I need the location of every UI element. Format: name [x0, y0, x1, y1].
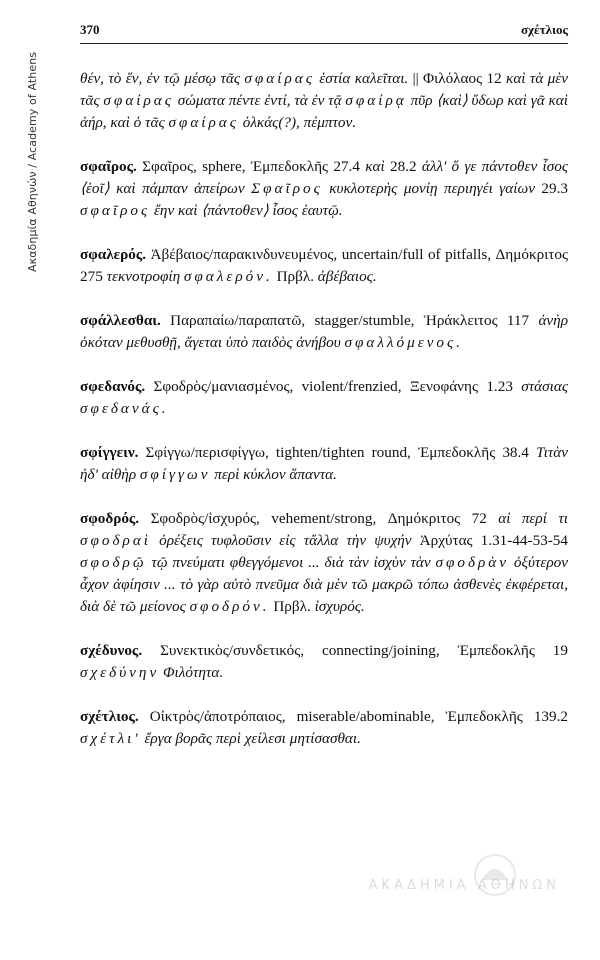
greek-citation-text: στάσιας — [521, 378, 568, 395]
greek-citation-text: ἔργα βορᾶς περὶ χείλεσι μητίσασθαι. — [140, 730, 361, 747]
greek-citation-text: Τιτὰν ἠδ' αἰθὴρ — [80, 444, 568, 483]
entry-sphedanos — [80, 376, 568, 420]
entry-text: Οἰκτρὸς/ἀποτρόπαιος, miserable/abominable, Ἐμπεδοκλῆς 139.2 — [138, 708, 568, 725]
spaced-quote-word: σχεδύνην — [80, 664, 160, 681]
side-watermark: Ακαδημία Αθηνών / Academy of Athens — [26, 51, 39, 272]
entry-headword: σφίγγειν. — [80, 444, 139, 461]
entry-sphodros — [80, 508, 568, 618]
greek-citation-text: τεκνοτροφίη — [106, 268, 184, 285]
entry-sphaleros — [80, 244, 568, 288]
spaced-quote-word: σφοδρῷ — [80, 554, 147, 571]
entry-headword: σφεδανός. — [80, 378, 146, 395]
greek-citation-text: σώματα πέντε ἐντί, τὰ ἐν τᾷ — [173, 92, 346, 109]
greek-citation-text: ὁλκάς(?), πέμπτον. — [238, 114, 357, 131]
spaced-quote-word: σφαλερόν. — [183, 268, 273, 285]
entry-text: Ἀρχύτας 1.31-44-53-54 — [411, 532, 568, 549]
greek-citation-text: περὶ κύκλον ἅπαντα. — [210, 466, 337, 483]
page-body — [80, 68, 568, 750]
greek-citation-text: Φιλότητα. — [159, 664, 224, 681]
greek-citation-text: αἱ περί τι — [498, 510, 569, 527]
greek-citation-text: ὀξύτερον ἆχον ἀφίησιν ... τὸ γὰρ αὐτὸ πνεῦμα διὰ μὲν τῶ μακρῶ τόπω ἀσθενὲς ἐκφέρεται, διὰ δὲ τῶ μείονος — [80, 554, 568, 615]
spaced-quote-word: σφεδανάς. — [80, 400, 169, 417]
spaced-quote-word: Σφαῖρος — [251, 180, 323, 197]
spaced-quote-word: σφαίρᾳ — [345, 92, 407, 109]
page-header — [80, 22, 568, 44]
greek-citation-text: ἀλλ' ὅ γε πάντοθεν ἶσος ⟨ἑοῖ⟩ καὶ πάμπαν ἀπείρων — [80, 158, 568, 197]
entry-text: 29.3 — [534, 180, 569, 197]
entry-text: Σφαῖρος, sphere, Ἐμπεδοκλῆς 27.4 — [136, 158, 366, 175]
header-rule — [80, 43, 568, 44]
greek-citation-text: ὀρέξεις τυφλοῦσιν εἰς τἄλλα τὴν ψυχήν — [151, 532, 412, 549]
entry-schetlios — [80, 706, 568, 750]
greek-citation-text: ἔην καὶ ⟨πάντοθεν⟩ ἶσος ἑαυτῷ. — [150, 202, 343, 219]
greek-citation-text: ἑστία καλεῖται. — [314, 70, 409, 87]
spaced-quote-word: σφαῖρος — [80, 202, 151, 219]
greek-citation-text: κυκλοτερὴς μονίῃ περιηγέι γαίων — [322, 180, 535, 197]
page-number: 370 — [80, 22, 100, 37]
entry-headword: σφάλλεσθαι. — [80, 312, 161, 329]
greek-citation-text: πῦρ ⟨καὶ⟩ ὕδωρ καὶ γᾶ καὶ ἀήρ, καὶ ὁ τᾶς — [80, 92, 568, 131]
entry-text: || Φιλόλαος 12 — [408, 70, 507, 87]
entry-text: 28.2 — [384, 158, 422, 175]
entry-continuation — [80, 68, 568, 134]
entry-headword: σφοδρός. — [80, 510, 140, 527]
entry-sphairos — [80, 156, 568, 222]
spaced-quote-word: σχέτλι' — [80, 730, 141, 747]
running-head: σχέτλιος — [520, 22, 568, 37]
spaced-quote-word: σφοδραὶ — [80, 532, 152, 549]
entry-sphallesthai — [80, 310, 568, 354]
spaced-quote-word: σφαίρας — [244, 70, 315, 87]
entry-schedynos — [80, 640, 568, 684]
entry-text: Σφίγγω/περισφίγγω, tighten/tighten round, Ἐμπεδοκλῆς 38.4 — [138, 444, 537, 461]
greek-citation-text: θέν, τὸ ἕν, ἐν τῷ μέσῳ τᾶς — [80, 70, 245, 87]
entry-text: Σφοδρὸς/μανιασμένος, violent/frenzied, Ξενοφάνης 1.23 — [145, 378, 522, 395]
greek-citation-text: καὶ τὰ μὲν τᾶς — [80, 70, 569, 109]
spaced-quote-word: σφαίρας — [168, 114, 239, 131]
greek-citation-text: ἰσχυρός. — [314, 598, 365, 615]
entry-text: Παραπαίω/παραπατῶ, stagger/stumble, Ἡράκλειτος 117 — [160, 312, 539, 329]
entry-text: Πρβλ. — [269, 598, 315, 615]
entry-headword: σφαῖρος. — [80, 158, 137, 175]
entry-text: Ἀβέβαιος/παρακινδυνευμένος, uncertain/full of pitfalls, Δημόκριτος 275 — [80, 246, 568, 285]
entry-sphingein — [80, 442, 568, 486]
entry-headword: σχέτλιος. — [80, 708, 139, 725]
entry-headword: σχέδυνος. — [80, 642, 143, 659]
entry-text: Συνεκτικὸς/συνδετικός, connecting/joining, Ἐμπεδοκλῆς 19 — [142, 642, 568, 659]
greek-citation-text: ἀνὴρ ὁκόταν μεθυσθῇ, ἄγεται ὑπὸ παιδὸς ἀνήβου — [80, 312, 568, 351]
entry-headword: σφαλερός. — [80, 246, 147, 263]
greek-citation-text: καὶ — [365, 158, 385, 175]
entry-text: Πρβλ. — [272, 268, 318, 285]
greek-citation-text: ἀβέβαιος. — [317, 268, 377, 285]
spaced-quote-word: σφοδρόν. — [189, 598, 270, 615]
spaced-quote-word: σφίγγων — [139, 466, 211, 483]
spaced-quote-word: σφαλλόμενος. — [344, 334, 463, 351]
entry-text: Σφοδρὸς/ἰσχυρός, vehement/strong, Δημόκριτος 72 — [139, 510, 499, 527]
spaced-quote-word: σφοδρὰν — [435, 554, 510, 571]
spaced-quote-word: σφαίρας — [103, 92, 174, 109]
greek-citation-text: τῷ πνεύματι φθεγγόμενοι ... διὰ τὰν ἰσχὺν τὰν — [146, 554, 436, 571]
academy-footer-watermark: ΑΚΑΔΗΜΙΑ ΑΘΗΝΩΝ — [368, 878, 560, 893]
